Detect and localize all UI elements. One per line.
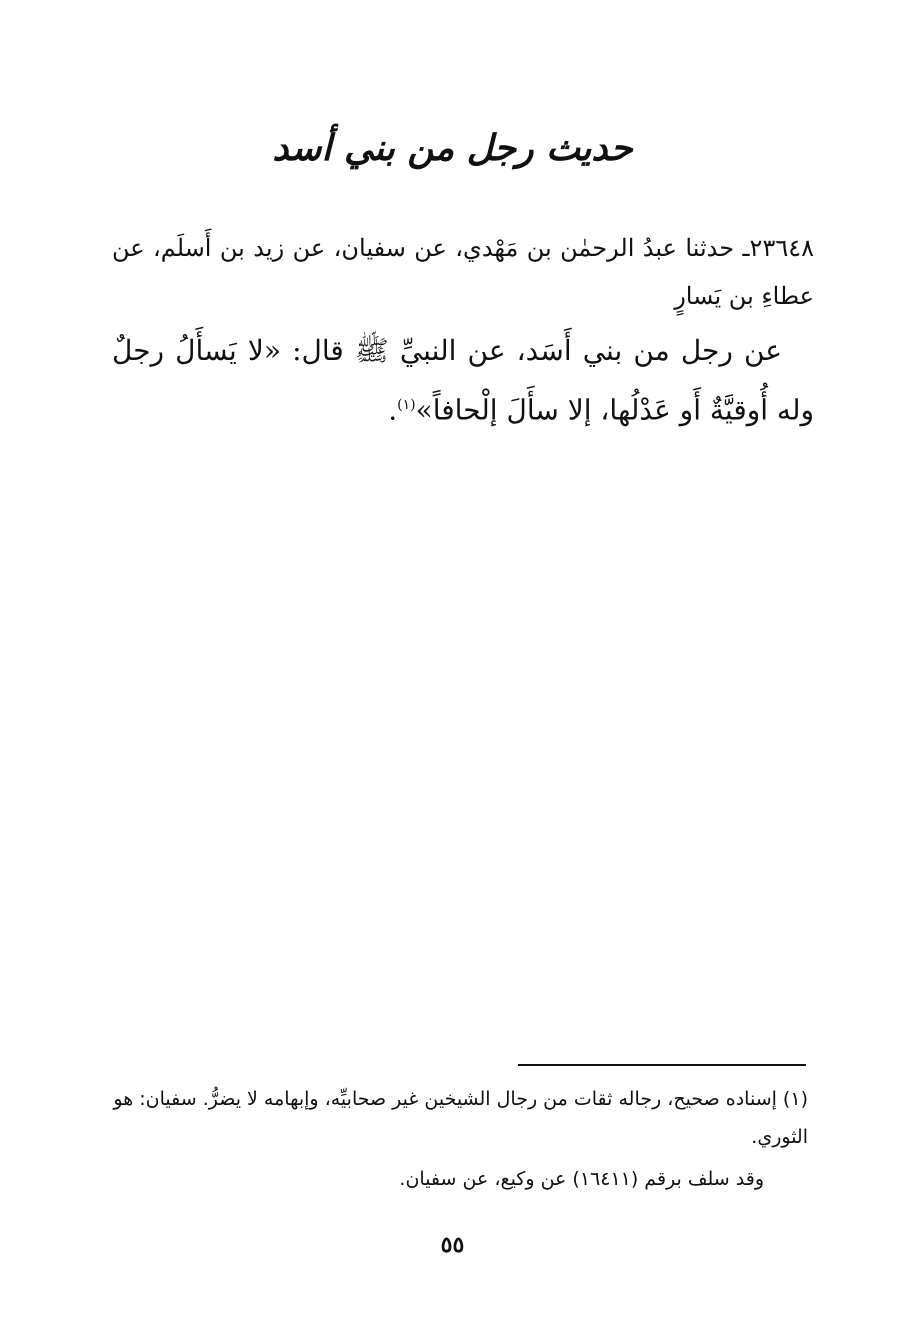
hadith-chain-text: ٢٣٦٤٨ـ حدثنا عبدُ الرحمٰن بن مَهْدي، عن سفيان، عن زيد بن أَسلَم، عن عطاءِ بن يَسارٍ [112,234,814,310]
footnote-1: (١) إسناده صحيح، رجاله ثقات من رجال الشيخين غير صحابيِّه، وإبهامه لا يضرُّ. سفيان: هو الثوري. [113,1088,808,1148]
hadith-text: عن رجل من بني أَسَد، عن النبيِّ ﷺ قال: «لا يَسأَلُ رجلٌ وله أُوقيَّةٌ أَو عَدْلُها، إلا سأَلَ إلْحافاً» [112,334,814,427]
hadith-end-punctuation: . [388,393,398,427]
hadith-text-paragraph [112,324,814,437]
footnote-divider [518,1064,806,1066]
footnotes-section [108,1080,808,1198]
hadith-chain-paragraph [112,224,814,320]
section-title: حديث رجل من بني أسد [272,128,633,169]
footnote-2: وقد سلف برقم (١٦٤١١) عن وكيع، عن سفيان. [399,1168,764,1190]
footnote-reference: (١) [397,397,416,413]
page-number: ٥٥ [440,1232,465,1258]
